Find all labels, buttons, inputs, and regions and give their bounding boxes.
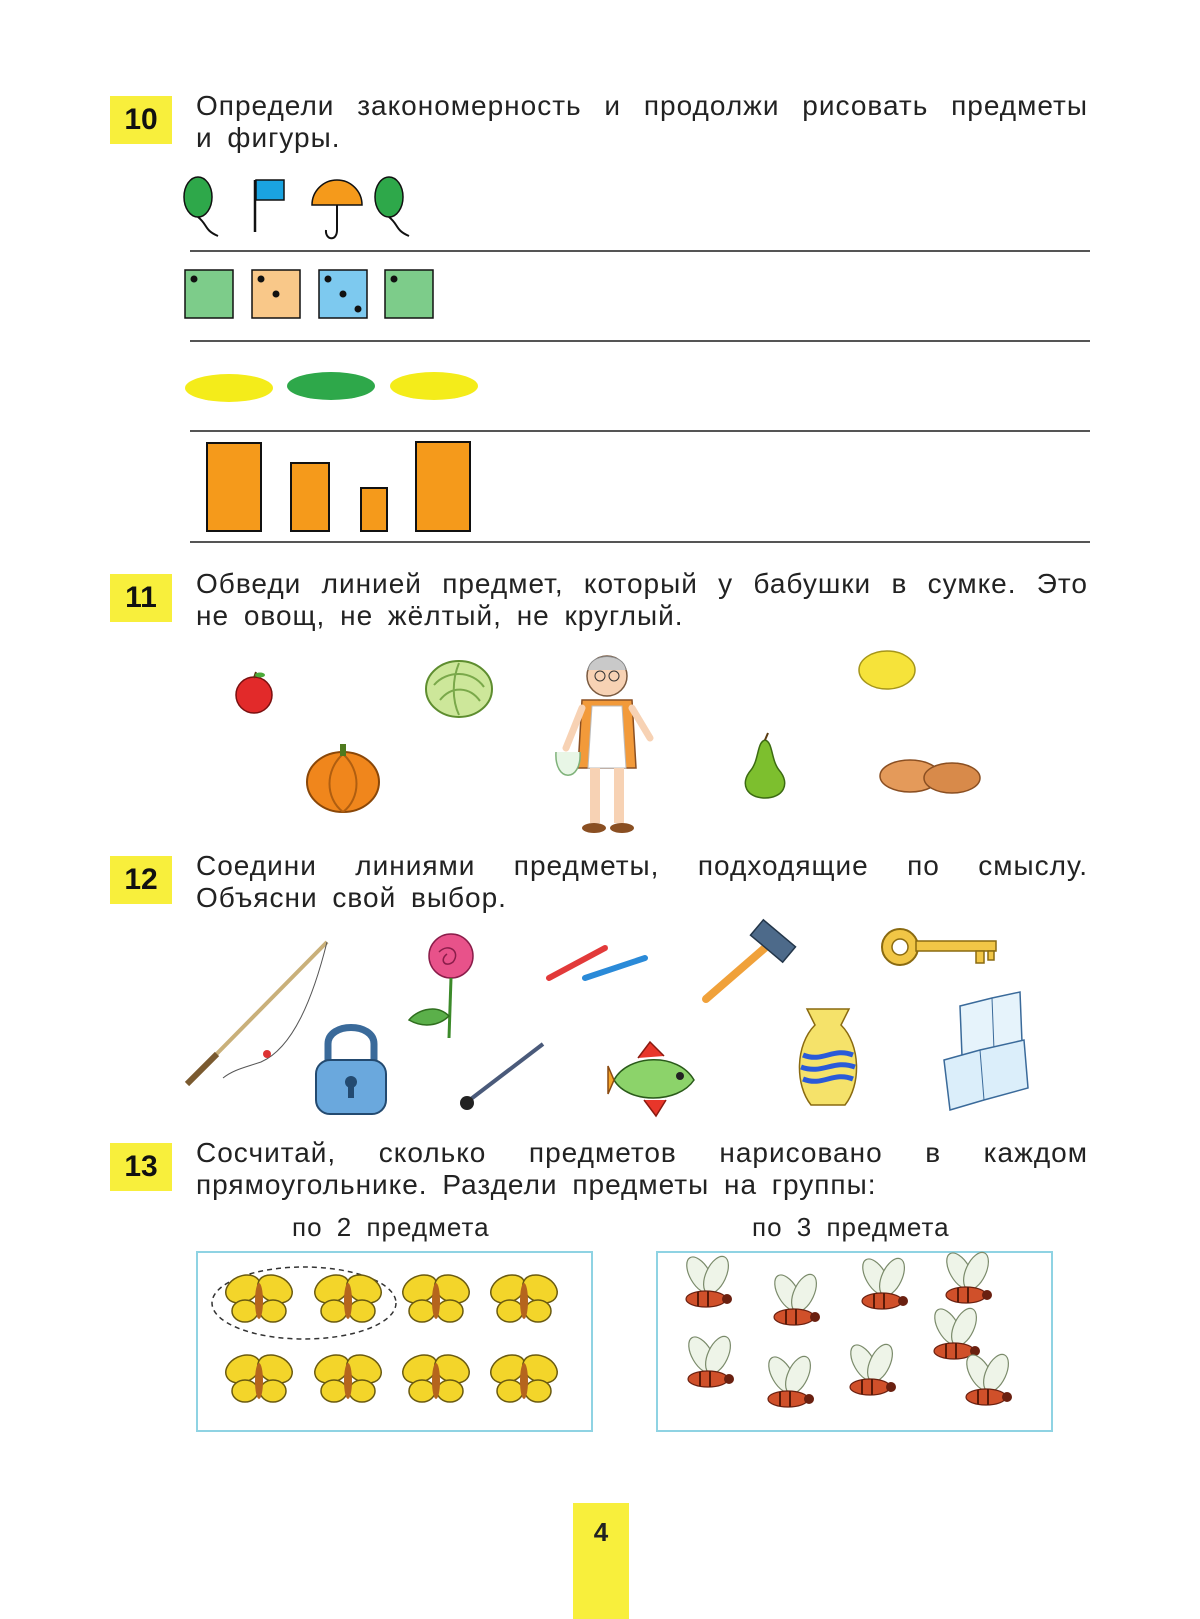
umbrella-icon (312, 180, 362, 238)
bee-icon (961, 1351, 1013, 1405)
fishing-rod-image[interactable] (183, 938, 333, 1088)
cabbage-image[interactable] (422, 655, 497, 720)
task-number-badge: 13 (110, 1143, 172, 1191)
butterfly-icon (221, 1350, 297, 1402)
task-10-text (196, 90, 1088, 154)
task-number-badge: 12 (110, 856, 172, 904)
grandmother-image (552, 648, 662, 838)
balloon-icon (184, 177, 218, 236)
square-two-dots (252, 270, 300, 318)
answer-line[interactable] (190, 541, 1090, 543)
butterfly-icon (486, 1270, 562, 1322)
task-11-line-1: Обведи линией предмет, который у бабушки в сумке. Это (196, 568, 1088, 599)
books-image[interactable] (940, 990, 1035, 1115)
bee-icon (763, 1353, 815, 1407)
yellow-oval (390, 372, 478, 400)
task-12-line-1: Соедини линиями предметы, подходящие по смыслу. (196, 850, 1088, 881)
square-one-dot (385, 270, 433, 318)
task-11-text (196, 568, 1088, 632)
pumpkin-image[interactable] (303, 740, 383, 815)
yellow-oval (185, 374, 273, 402)
square-three-dots (319, 270, 367, 318)
answer-line[interactable] (190, 430, 1090, 432)
pattern-row-rectangles (205, 440, 475, 535)
bee-icon (941, 1249, 993, 1303)
butterfly-icon (310, 1350, 386, 1402)
answer-line[interactable] (190, 340, 1090, 342)
pattern-row-ovals (185, 372, 485, 404)
bee-icon (683, 1333, 735, 1387)
key-image[interactable] (878, 925, 1003, 970)
butterfly-icon (486, 1350, 562, 1402)
tall-rectangle (207, 443, 261, 531)
task-11-line-2: не овощ, не жёлтый, не круглый. (196, 600, 684, 631)
butterfly-icon (398, 1270, 474, 1322)
rose-image[interactable] (405, 930, 490, 1040)
bee-icon (845, 1341, 897, 1395)
task-10-line-1: Определи закономерность и продолжи рисовать предметы (196, 90, 1088, 121)
bee-icon (929, 1305, 981, 1359)
medium-rectangle (291, 463, 329, 531)
potato-image[interactable] (878, 756, 983, 798)
task-13-line-2: прямоугольнике. Раздели предметы на группы: (196, 1169, 877, 1200)
knitting-needle-image[interactable] (455, 1040, 550, 1115)
task-12-text (196, 850, 1088, 914)
pencils-image[interactable] (545, 942, 650, 984)
bee-icon (769, 1271, 821, 1325)
answer-line[interactable] (190, 250, 1090, 252)
padlock-image[interactable] (312, 1022, 390, 1117)
pattern-row-objects (180, 170, 440, 245)
square-one-dot (185, 270, 233, 318)
group-of-three-label: по 3 предмета (752, 1212, 950, 1242)
task-13-line-1: Сосчитай, сколько предметов нарисовано в каждом (196, 1137, 1088, 1168)
butterfly-icon (221, 1270, 297, 1322)
butterflies-group (196, 1251, 593, 1432)
short-rectangle (361, 488, 387, 531)
group-of-two-label: по 2 предмета (292, 1212, 490, 1242)
balloon-icon (375, 177, 409, 236)
pattern-row-squares (185, 270, 445, 325)
bee-icon (857, 1255, 909, 1309)
butterfly-icon (398, 1350, 474, 1402)
lemon-image[interactable] (855, 646, 920, 694)
bees-group (656, 1251, 1053, 1432)
bee-icon (681, 1253, 733, 1307)
vase-image[interactable] (793, 1005, 863, 1110)
butterfly-icon (310, 1270, 386, 1322)
flag-icon (255, 180, 284, 232)
task-10-line-2: и фигуры. (196, 122, 341, 153)
tall-rectangle (416, 442, 470, 531)
green-oval (287, 372, 375, 400)
task-number-badge: 11 (110, 574, 172, 622)
pear-image[interactable] (735, 732, 795, 802)
page-number: 4 (573, 1503, 629, 1619)
task-number-badge: 10 (110, 96, 172, 144)
hammer-image[interactable] (700, 925, 800, 1005)
fish-image[interactable] (608, 1040, 700, 1120)
task-13-text (196, 1137, 1088, 1201)
apple-image[interactable] (232, 670, 277, 715)
task-12-line-2: Объясни свой выбор. (196, 882, 507, 913)
